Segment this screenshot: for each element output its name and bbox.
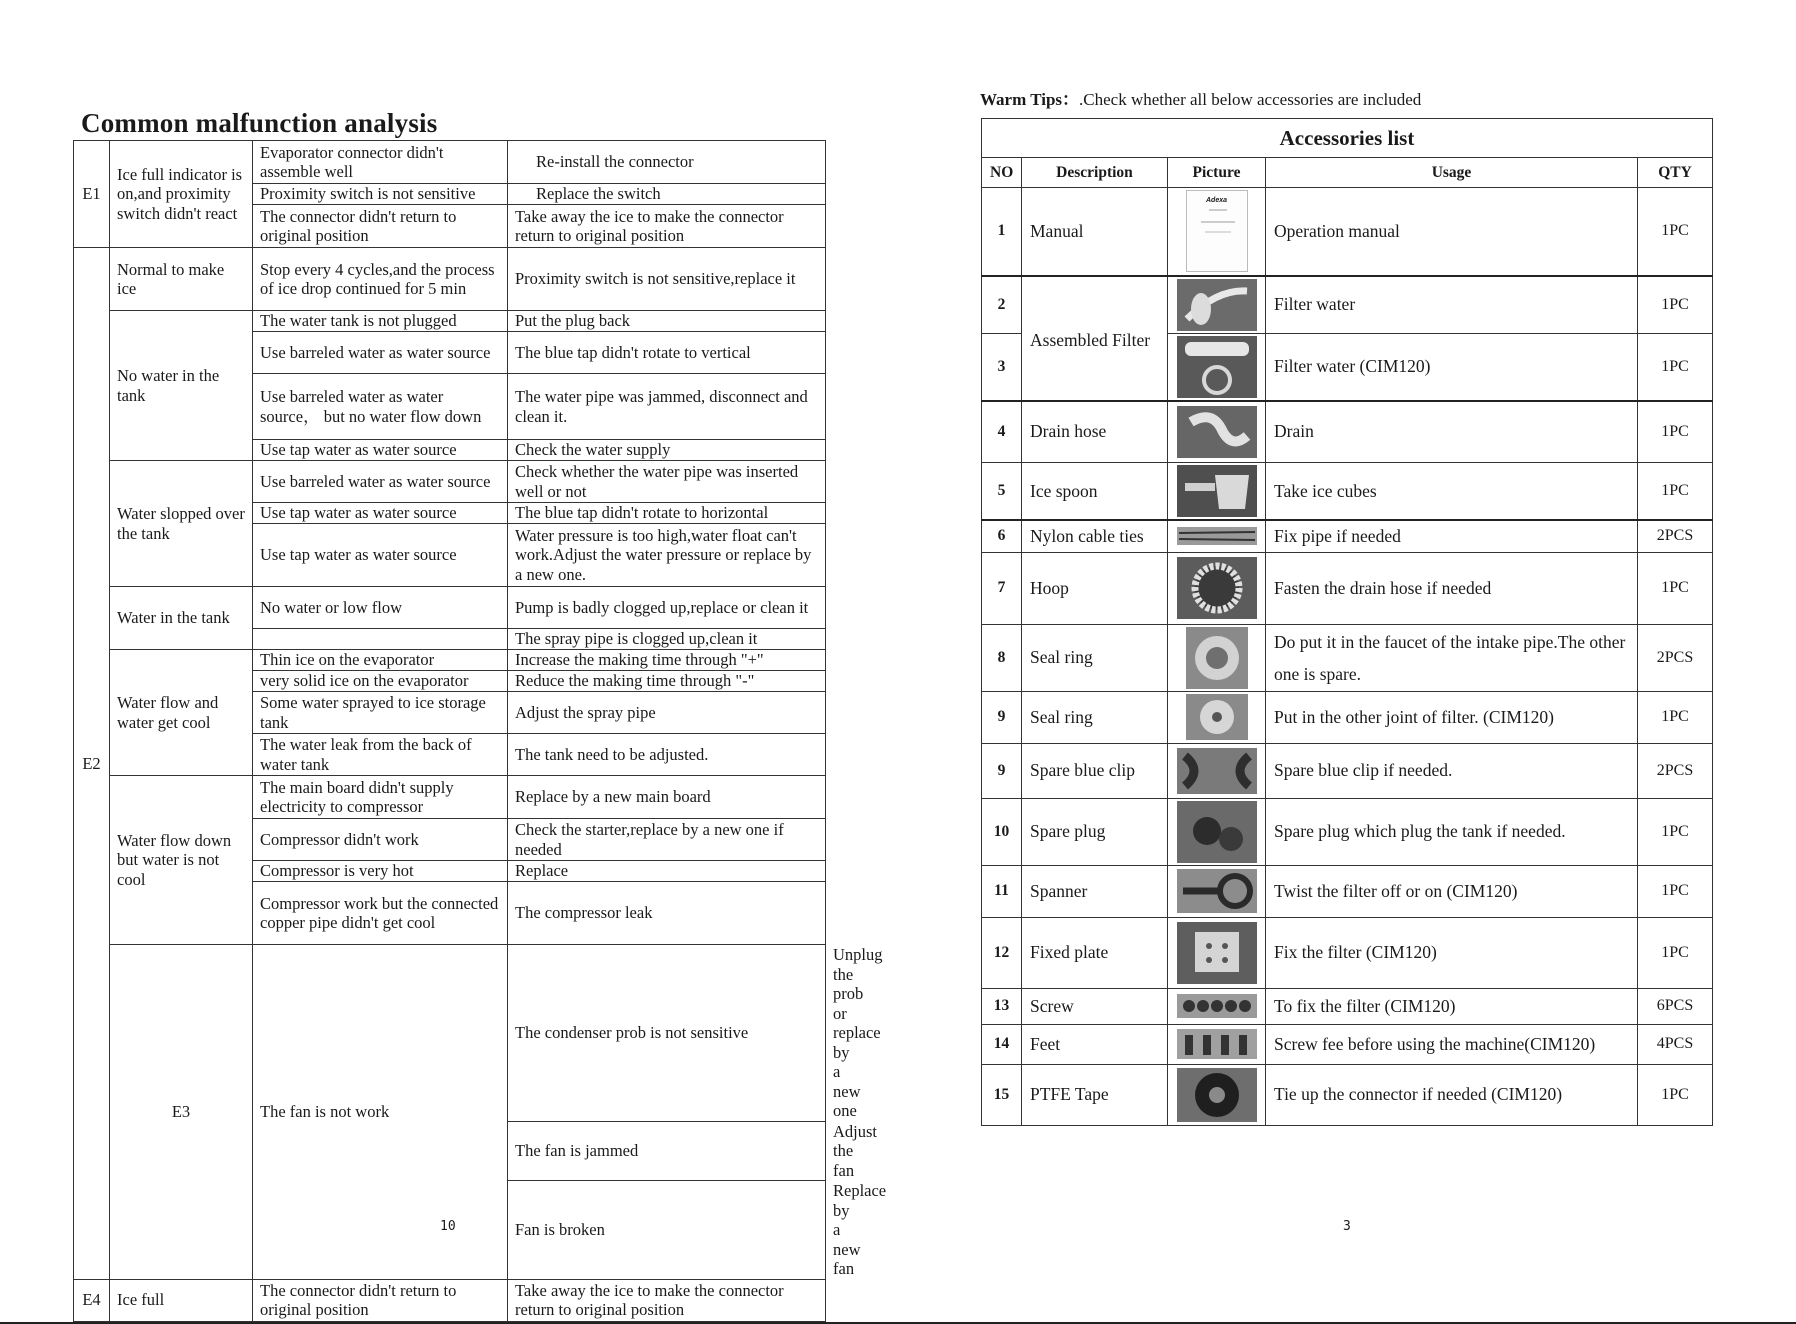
fixed-plate-icon: [1177, 922, 1257, 984]
manual-icon: [1186, 190, 1248, 272]
table-row: [982, 520, 1713, 552]
table-row: [74, 141, 826, 184]
ice-spoon-icon: [1177, 465, 1257, 517]
solution-cell: Increase the making time through "+": [508, 650, 826, 671]
table-row: Fan is broken Replace by a new fan: [74, 1181, 826, 1280]
screw-icon: [1177, 994, 1257, 1018]
cause-cell: Stop every 4 cycles,and the process of ice drop continued for 5 min: [253, 248, 508, 311]
item-qty: 1PC: [1638, 1064, 1713, 1125]
solution-cell: Check whether the water pipe was inserted well or not: [508, 461, 826, 503]
item-qty: 1PC: [1638, 401, 1713, 463]
table-row: [982, 188, 1713, 276]
solution-cell: The spray pipe is clogged up,clean it: [508, 629, 826, 650]
item-picture: [1168, 463, 1266, 521]
item-picture: [1168, 988, 1266, 1024]
item-qty: 1PC: [1638, 188, 1713, 276]
item-number: 4: [982, 401, 1022, 463]
table-row: [982, 552, 1713, 624]
table-row: [982, 743, 1713, 798]
item-qty: 2PCS: [1638, 743, 1713, 798]
solution-cell: Check the water supply: [508, 440, 826, 461]
solution-cell: Proximity switch is not sensitive,replace it: [508, 248, 826, 311]
solution-cell: The compressor leak: [508, 882, 826, 945]
item-picture: [1168, 520, 1266, 552]
table-row: [74, 650, 826, 671]
item-number: 12: [982, 917, 1022, 988]
item-number: 3: [982, 333, 1022, 401]
seal-ring-icon: [1186, 627, 1248, 689]
item-number: 10: [982, 798, 1022, 865]
item-description: Spanner: [1022, 865, 1168, 917]
error-code: E4: [74, 1279, 110, 1321]
item-picture: [1168, 401, 1266, 463]
blue-clip-icon: [1177, 748, 1257, 794]
cause-cell: Thin ice on the evaporator: [253, 650, 508, 671]
item-usage: Fix pipe if needed: [1266, 520, 1638, 552]
item-number: 8: [982, 624, 1022, 691]
table-row: [982, 988, 1713, 1024]
solution-cell: Water pressure is too high,water float can't work.Adjust the water pressure or replace by a new one.: [508, 524, 826, 587]
item-qty: 1PC: [1638, 691, 1713, 743]
cause-cell: [253, 629, 508, 650]
item-number: 9: [982, 691, 1022, 743]
item-number: 9: [982, 743, 1022, 798]
table-row: [982, 463, 1713, 521]
header-qty: QTY: [1638, 158, 1713, 188]
error-code: E3: [110, 945, 253, 1280]
warm-tips: [980, 85, 1421, 110]
item-picture: [1168, 865, 1266, 917]
item-description: Drain hose: [1022, 401, 1168, 463]
cause-cell: Use barreled water as water source: [253, 332, 508, 374]
accessories-caption: Accessories list: [982, 119, 1713, 158]
item-usage: Filter water (CIM120): [1266, 333, 1638, 401]
solution-cell: Take away the ice to make the connector return to original position: [508, 205, 826, 248]
item-number: 5: [982, 463, 1022, 521]
item-number: 7: [982, 552, 1022, 624]
table-row: E3 The fan is not work The condenser prob is not sensitive Unplug the prob or replace by a new one: [74, 945, 826, 1122]
page-title-malfunction: Common malfunction analysis: [81, 108, 438, 138]
manual-brand: Adexa: [1205, 197, 1227, 205]
item-usage: Operation manual: [1266, 188, 1638, 276]
item-qty: 1PC: [1638, 333, 1713, 401]
condition-cell: Water in the tank: [110, 587, 253, 650]
item-number: 1: [982, 188, 1022, 276]
error-code: E1: [74, 141, 110, 248]
item-description: Ice spoon: [1022, 463, 1168, 521]
table-row: The fan is jammed Adjust the fan: [74, 1121, 826, 1181]
condition-cell: Ice full: [110, 1279, 253, 1321]
solution-cell: Take away the ice to make the connector return to original position: [508, 1279, 826, 1321]
item-picture: [1168, 624, 1266, 691]
cause-cell: Evaporator connector didn't assemble well: [253, 141, 508, 184]
item-qty: 1PC: [1638, 552, 1713, 624]
item-usage: Do put it in the faucet of the intake pipe.The other one is spare.: [1266, 624, 1638, 691]
solution-cell: Replace by a new main board: [508, 776, 826, 819]
cause-cell: Some water sprayed to ice storage tank: [253, 692, 508, 734]
item-description: Nylon cable ties: [1022, 520, 1168, 552]
item-picture: [1168, 917, 1266, 988]
item-picture: [1168, 276, 1266, 334]
table-row: [982, 401, 1713, 463]
item-number: 11: [982, 865, 1022, 917]
solution-cell: The blue tap didn't rotate to horizontal: [508, 503, 826, 524]
filter-icon: [1177, 279, 1257, 331]
solution-cell: Replace the switch: [508, 184, 826, 205]
item-picture: [1168, 743, 1266, 798]
solution-cell: Pump is badly clogged up,replace or clean it: [508, 587, 826, 629]
item-picture: [1168, 188, 1266, 276]
cause-cell: Use tap water as water source: [253, 440, 508, 461]
item-qty: 6PCS: [1638, 988, 1713, 1024]
cause-cell: very solid ice on the evaporator: [253, 671, 508, 692]
condition-cell: Ice full indicator is on,and proximity switch didn't react: [110, 141, 253, 248]
item-usage: Spare blue clip if needed.: [1266, 743, 1638, 798]
condition-cell: Water slopped over the tank: [110, 461, 253, 587]
cause-cell: Fan is broken: [508, 1181, 826, 1280]
plug-icon: [1177, 801, 1257, 863]
solution-cell: The tank need to be adjusted.: [508, 734, 826, 776]
error-code: E2: [74, 248, 110, 1280]
item-qty: 1PC: [1638, 276, 1713, 334]
item-qty: 1PC: [1638, 865, 1713, 917]
filter-kit-icon: [1177, 336, 1257, 398]
page-number: 10: [440, 1219, 456, 1234]
condition-cell: Normal to make ice: [110, 248, 253, 311]
item-picture: [1168, 1024, 1266, 1064]
condition-cell: No water in the tank: [110, 311, 253, 461]
table-row: [982, 624, 1713, 691]
item-usage: Drain: [1266, 401, 1638, 463]
accessories-table: [981, 118, 1713, 1126]
seal-ring-icon: [1186, 694, 1248, 740]
item-picture: [1168, 691, 1266, 743]
table-row: [982, 917, 1713, 988]
item-number: 6: [982, 520, 1022, 552]
cause-cell: The connector didn't return to original position: [253, 205, 508, 248]
solution-cell: Re-install the connector: [508, 141, 826, 184]
item-description: PTFE Tape: [1022, 1064, 1168, 1125]
spanner-icon: [1177, 869, 1257, 913]
header-description: Description: [1022, 158, 1168, 188]
solution-cell: The water pipe was jammed, disconnect and clean it.: [508, 374, 826, 440]
table-row: [74, 461, 826, 503]
condition-cell: The fan is not work: [253, 945, 508, 1280]
cause-cell: Compressor didn't work: [253, 819, 508, 861]
warm-tips-label: Warm Tips：: [980, 90, 1080, 109]
item-number: 13: [982, 988, 1022, 1024]
item-usage: Filter water: [1266, 276, 1638, 334]
item-description: Fixed plate: [1022, 917, 1168, 988]
solution-cell: Put the plug back: [508, 311, 826, 332]
table-row: [982, 691, 1713, 743]
cause-cell: Use tap water as water source: [253, 524, 508, 587]
cause-cell: The water leak from the back of water tank: [253, 734, 508, 776]
solution-cell: Adjust the spray pipe: [508, 692, 826, 734]
cause-cell: The water tank is not plugged: [253, 311, 508, 332]
item-description: Hoop: [1022, 552, 1168, 624]
warm-tips-text: .Check whether all below accessories are included: [1079, 90, 1422, 109]
condition-cell: Water flow and water get cool: [110, 650, 253, 776]
hoop-icon: [1177, 557, 1257, 619]
header-usage: Usage: [1266, 158, 1638, 188]
cause-cell: Compressor is very hot: [253, 861, 508, 882]
cause-cell: Use barreled water as water source: [253, 461, 508, 503]
item-usage: Screw fee before using the machine(CIM120): [1266, 1024, 1638, 1064]
header-picture: Picture: [1168, 158, 1266, 188]
table-row: [74, 311, 826, 332]
drain-hose-icon: [1177, 406, 1257, 458]
item-usage: Fix the filter (CIM120): [1266, 917, 1638, 988]
page-number: 3: [1343, 1219, 1351, 1234]
table-row: [982, 1024, 1713, 1064]
item-description: Assembled Filter: [1022, 276, 1168, 401]
table-row: [74, 248, 826, 311]
item-picture: [1168, 1064, 1266, 1125]
item-qty: 1PC: [1638, 917, 1713, 988]
ptfe-tape-icon: [1177, 1068, 1257, 1122]
cause-cell: Compressor work but the connected copper pipe didn't get cool: [253, 882, 508, 945]
cause-cell: Use barreled water as water source， but no water flow down: [253, 374, 508, 440]
cause-cell: Proximity switch is not sensitive: [253, 184, 508, 205]
cause-cell: Use tap water as water source: [253, 503, 508, 524]
cause-cell: No water or low flow: [253, 587, 508, 629]
malfunction-table: [73, 140, 887, 1322]
item-qty: 1PC: [1638, 798, 1713, 865]
item-description: Seal ring: [1022, 624, 1168, 691]
item-description: Feet: [1022, 1024, 1168, 1064]
solution-cell: Check the starter,replace by a new one if needed: [508, 819, 826, 861]
item-description: Spare plug: [1022, 798, 1168, 865]
item-usage: Spare plug which plug the tank if needed.: [1266, 798, 1638, 865]
item-picture: [1168, 333, 1266, 401]
table-row: [982, 276, 1713, 334]
item-qty: 4PCS: [1638, 1024, 1713, 1064]
item-usage: Twist the filter off or on (CIM120): [1266, 865, 1638, 917]
table-row: [74, 776, 826, 819]
item-usage: Fasten the drain hose if needed: [1266, 552, 1638, 624]
item-picture: [1168, 552, 1266, 624]
cause-cell: The main board didn't supply electricity to compressor: [253, 776, 508, 819]
item-description: Manual: [1022, 188, 1168, 276]
item-description: Spare blue clip: [1022, 743, 1168, 798]
item-description: Seal ring: [1022, 691, 1168, 743]
cable-ties-icon: [1177, 527, 1257, 545]
condition-cell: Water flow down but water is not cool: [110, 776, 253, 945]
item-usage: To fix the filter (CIM120): [1266, 988, 1638, 1024]
table-row: [982, 798, 1713, 865]
header-no: NO: [982, 158, 1022, 188]
item-qty: 2PCS: [1638, 520, 1713, 552]
cause-cell: The fan is jammed: [508, 1121, 826, 1181]
table-row: [982, 865, 1713, 917]
item-usage: Take ice cubes: [1266, 463, 1638, 521]
item-number: 15: [982, 1064, 1022, 1125]
item-qty: 2PCS: [1638, 624, 1713, 691]
item-picture: [1168, 798, 1266, 865]
item-usage: Tie up the connector if needed (CIM120): [1266, 1064, 1638, 1125]
table-row: [982, 1064, 1713, 1125]
table-row: [74, 1279, 826, 1321]
solution-cell: The blue tap didn't rotate to vertical: [508, 332, 826, 374]
item-number: 2: [982, 276, 1022, 334]
solution-cell: Reduce the making time through "-": [508, 671, 826, 692]
item-number: 14: [982, 1024, 1022, 1064]
cause-cell: The condenser prob is not sensitive: [508, 945, 826, 1122]
item-qty: 1PC: [1638, 463, 1713, 521]
item-description: Screw: [1022, 988, 1168, 1024]
cause-cell: The connector didn't return to original position: [253, 1279, 508, 1321]
feet-icon: [1177, 1029, 1257, 1059]
table-row: [74, 587, 826, 629]
solution-cell: Replace: [508, 861, 826, 882]
item-usage: Put in the other joint of filter. (CIM120): [1266, 691, 1638, 743]
